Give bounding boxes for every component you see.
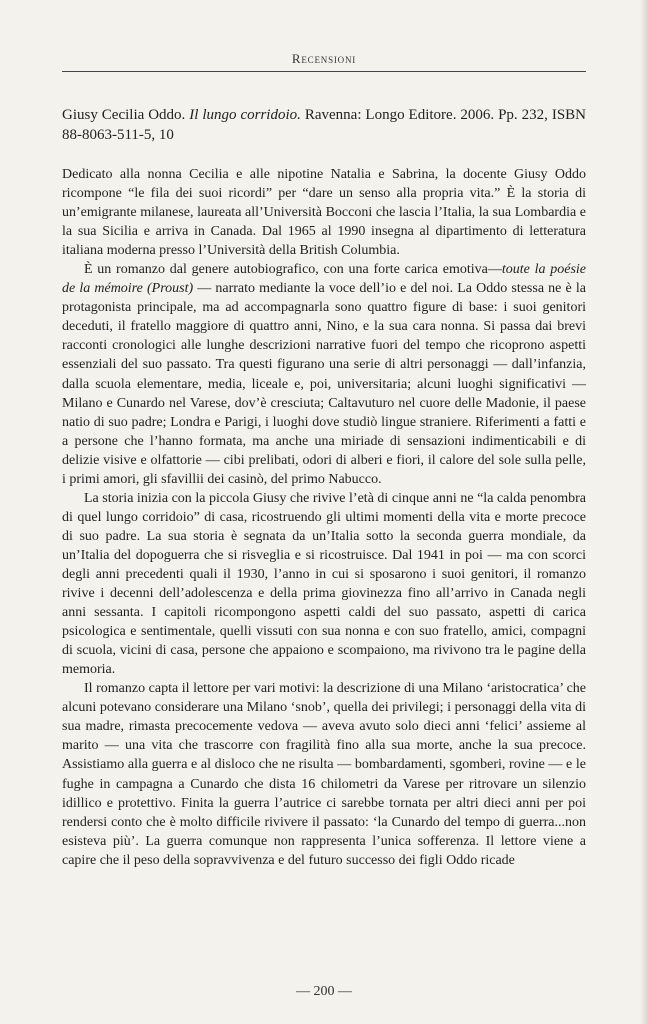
paragraph-2-start: È un romanzo dal genere autobiografico, con una forte carica emotiva—: [84, 262, 502, 278]
book-citation: [62, 105, 586, 145]
paragraph-1: Dedicato alla nonna Cecilia e alle nipotine Natalia e Sabrina, la docente Giusy Oddo ricompone “le fila dei suoi ricordi” per “dare un senso alla propria vita.” È la storia di un’emigrante milanese, laureata all’Università Bocconi che lascia l’Italia, la sua Lombardia e la sua Sicilia e arriva in Canada. Dal 1965 al 1990 insegna al dipartimento di letteratura italiana moderna presso l’Università della British Columbia.: [62, 167, 586, 259]
paragraph-2: [62, 260, 586, 489]
page-gutter-shadow: [640, 0, 648, 1024]
citation-isbn: ISBN 88-8063-511-5, 10: [62, 107, 587, 143]
paragraph-3: La storia inizia con la piccola Giusy che rivive l’età di cinque anni ne “la calda penombra di quel lungo corridoio” di casa, ricostruendo gli ultimi momenti della vita e morte precoce di suo padre. La sua storia è segnata da un’Italia sotto la seconda guerra mondiale, da un’Italia del dopoguerra che si risveglia e si ricostruisce. Dal 1941 in poi — ma con scorci degli anni precedenti quali il 1930, l’anno in cui si sposarono i suoi genitori, il romanzo rivive i decenni dell’adolescenza e della prima giovinezza fino all’arrivo in Canada negli anni sessanta. I capitoli ricompongono aspetti caldi del suo passato, aspetti di carica psicologica e sentimentale, quelli vissuti con sua nonna e con suo fratello, amici, compagni di scuola, vicini di casa, persone che appaiono e scompaiono, ma rivivono tra le pagine della memoria.: [62, 490, 586, 678]
review-body: [62, 165, 586, 870]
citation-title: Il lungo corridoio.: [189, 107, 301, 123]
citation-author: Giusy Cecilia Oddo.: [62, 107, 186, 123]
header-rule: [62, 71, 586, 72]
paragraph-4: Il romanzo capta il lettore per vari motivi: la descrizione di una Milano ‘aristocratica’ che alcuni potevano considerare una Milano ‘snob’, quella dei privilegi; i personaggi della vita di sua madre, rimasta precocemente vedova — aveva avuto solo dieci anni ‘felici’ assieme al marito — una vita che trascorre con fragilità fino alla sua morte, anche la sua precoce. Assistiamo alla guerra e al disloco che ne risulta — bombardamenti, sgomberi, rovine — e le fughe in campagna a Cunardo che dista 16 chilometri da Varese per ritrovare un silenzio idillico e protettivo. Finita la guerra l’autrice ci sarebbe tornata per altri dieci anni per poi rendersi conto che è molto difficile rivivere il passato: ‘la Cunardo del tempo di guerra...non esisteva più’. La guerra comunque non rappresenta l’unica sofferenza. Il lettore viene a capire che il peso della sopravvivenza e del futuro successo dei figli Oddo ricade: [62, 681, 586, 868]
citation-publisher: Ravenna: Longo Editore. 2006. Pp. 232,: [304, 107, 548, 123]
proust-quote: toute la poésie de la mémoire (Proust): [62, 262, 586, 297]
page-number: — 200 —: [296, 984, 352, 999]
paragraph-2-rest: — narrato mediante la voce dell’io e del noi. La Oddo stessa ne è la protagonista principale, ma ad accompagnarla sono quattro figure di base: i suoi genitori deceduti, il fratello maggiore di quattro anni, Nino, e la sua cara nonna. Si passa dai brevi racconti cronologici alle lunghe descrizioni narrative fuori del tempo che ricoprono aspetti essenziali del suo passato. Tra questi figurano una serie di altri personaggi — dall’infanzia, dalla scuola elementare, media, liceale e, poi, universitaria; alcuni luoghi significativi — Milano e Cunardo nel Varese, dov’è cresciuta; Caltavuturo nel cuore delle Madonie, il paese natio di suo padre; Londra e Parigi, i luoghi dove studiò lingue straniere. Riferimenti a fatti e a persone che l’hanno formata, ma anche una miriade di sensazioni indimenticabili e di delizie visive e olfattorie — cibi prelibati, odori di alberi e fiori, il calore del sole sulla pelle, i primi amori, gli sfavillii dei casinò, del primo Nabucco.: [62, 281, 586, 487]
running-head: Recensioni: [291, 51, 357, 66]
